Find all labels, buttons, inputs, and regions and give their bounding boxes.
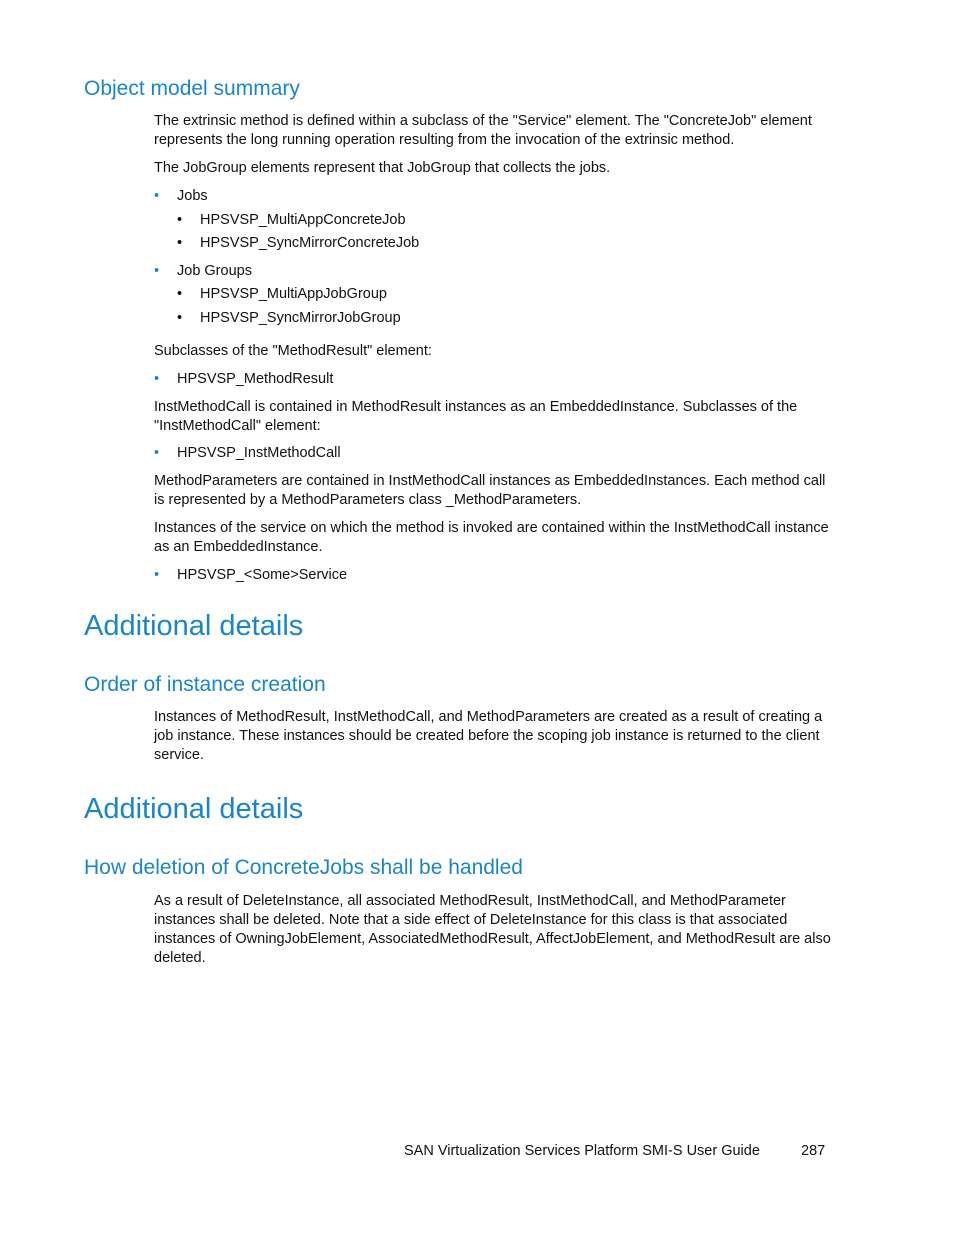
list-item-inst-method-call [154,444,341,463]
list-item-jobs [154,187,208,206]
paragraph-instmethodcall: InstMethodCall is contained in MethodResult instances as an EmbeddedInstance. Subclasses of the "InstMethodCall" element: [154,399,798,434]
bullet-icon: • [154,188,160,204]
bullet-icon: • [177,310,183,326]
list-item-job [177,234,419,253]
paragraph-methodresult-subclasses: Subclasses of the "MethodResult" element: [154,343,432,359]
list-item-label: HPSVSP_MultiAppJobGroup [200,286,387,302]
list-item-job [177,211,406,230]
heading-additional-details-1: Additional details [84,610,304,642]
bullet-icon: • [154,263,160,279]
paragraph-methodparameters: MethodParameters are contained in InstMethodCall instances as EmbeddedInstances. Each method call is represented by a MethodParameters class _MethodParameters. [154,473,826,508]
bullet-icon: • [177,212,183,228]
list-item-label: Job Groups [177,263,252,279]
heading-object-model-summary: Object model summary [84,77,300,100]
footer-title: SAN Virtualization Services Platform SMI-S User Guide [404,1143,760,1159]
list-item-job-group [177,285,387,304]
paragraph-deletion: As a result of DeleteInstance, all associated MethodResult, InstMethodCall, and MethodParameter instances shall be deleted. Note that a side effect of DeleteInstance for this class is that associated instances of OwningJobElement, AssociatedMethodResult, AffectJobElement, and MethodResult are also deleted. [154,893,831,966]
paragraph-service-instances: Instances of the service on which the method is invoked are contained within the InstMethodCall instance as an EmbeddedInstance. [154,520,829,555]
list-item-label: HPSVSP_SyncMirrorJobGroup [200,310,401,326]
list-item-label: HPSVSP_SyncMirrorConcreteJob [200,235,420,251]
heading-order-of-instance-creation: Order of instance creation [84,673,326,696]
paragraph-instance-creation: Instances of MethodResult, InstMethodCall, and MethodParameters are created as a result of creating a job instance. These instances should be created before the scoping job instance is returned to the client service. [154,709,823,763]
bullet-icon: • [177,235,183,251]
list-item-label: HPSVSP_InstMethodCall [177,445,341,461]
paragraph-extrinsic-method: The extrinsic method is defined within a subclass of the "Service" element. The "ConcreteJob" element represents the long running operation resulting from the invocation of the extrinsic method. [154,113,812,148]
list-item-label: Jobs [177,188,208,204]
bullet-icon: • [154,445,160,461]
paragraph-jobgroup: The JobGroup elements represent that JobGroup that collects the jobs. [154,160,611,176]
list-item-job-groups [154,262,252,281]
heading-deletion-of-concretejobs: How deletion of ConcreteJobs shall be handled [84,856,523,879]
bullet-icon: • [154,567,160,583]
list-item-label: HPSVSP_MethodResult [177,371,334,387]
list-item-service [154,566,347,585]
page-number: 287 [801,1143,826,1159]
heading-additional-details-2: Additional details [84,793,304,825]
list-item-method-result [154,370,333,389]
list-item-job-group [177,309,401,328]
list-item-label: HPSVSP_MultiAppConcreteJob [200,212,406,228]
list-item-label: HPSVSP_<Some>Service [177,567,348,583]
bullet-icon: • [154,371,160,387]
bullet-icon: • [177,286,183,302]
